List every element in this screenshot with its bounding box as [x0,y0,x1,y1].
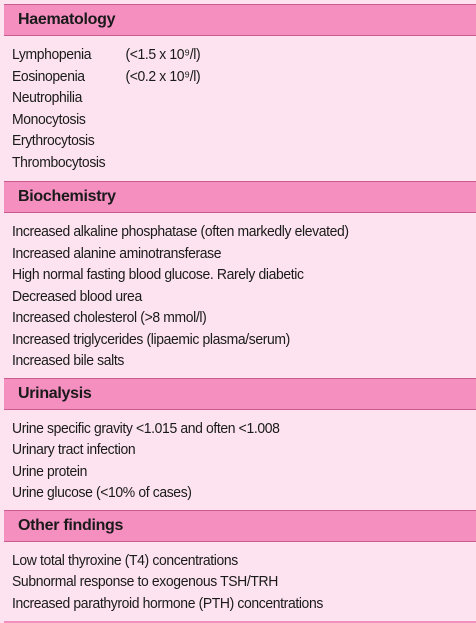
section-header-haematology: Haematology [4,4,476,36]
list-item: Urine glucose (<10% of cases) [12,484,192,501]
list-item: Increased parathyroid hormone (PTH) concentrations [12,594,323,612]
list-item [12,109,444,131]
section-biochemistry [0,181,476,378]
item-reference-range: (<0.2 x 10⁹/l) [125,67,201,85]
list-item: Increased triglycerides (lipaemic plasma/serum) [12,330,290,348]
list-item [12,66,444,88]
section-header-biochemistry: Biochemistry [4,181,476,213]
list-item: Increased alanine aminotransferase [12,244,222,262]
urinalysis-list [0,410,476,510]
section-haematology [0,4,476,181]
list-item: Increased alkaline phosphatase (often markedly elevated) [12,223,349,240]
item-label: Lymphopenia [12,46,92,63]
biochemistry-list [0,213,476,378]
item-label: Eosinopenia [12,67,85,85]
item-label: Neutrophilia [12,89,82,106]
haematology-list [0,36,476,181]
list-item [12,152,444,174]
section-urinalysis [0,378,476,510]
section-header-urinalysis: Urinalysis [4,378,476,410]
section-other-findings [0,510,476,619]
list-item [12,130,444,152]
list-item: Urine specific gravity <1.015 and often <1.008 [12,419,280,437]
list-item: Subnormal response to exogenous TSH/TRH [12,573,278,590]
list-item: Urine protein [12,462,88,480]
item-label: Thrombocytosis [12,153,106,171]
section-header-other-findings: Other findings [4,510,476,542]
list-item [12,87,444,109]
item-label: Monocytosis [12,110,86,128]
list-item: Urinary tract infection [12,441,136,458]
list-item: High normal fasting blood glucose. Rarely diabetic [12,266,304,283]
list-item: Decreased blood urea [12,287,142,305]
list-item: Increased bile salts [12,352,124,369]
other-findings-list [0,542,476,619]
item-label: Erythrocytosis [12,132,95,149]
list-item: Increased cholesterol (>8 mmol/l) [12,309,207,326]
item-reference-range: (<1.5 x 10⁹/l) [125,46,201,63]
list-item: Low total thyroxine (T4) concentrations [12,551,238,569]
list-item [12,44,444,66]
